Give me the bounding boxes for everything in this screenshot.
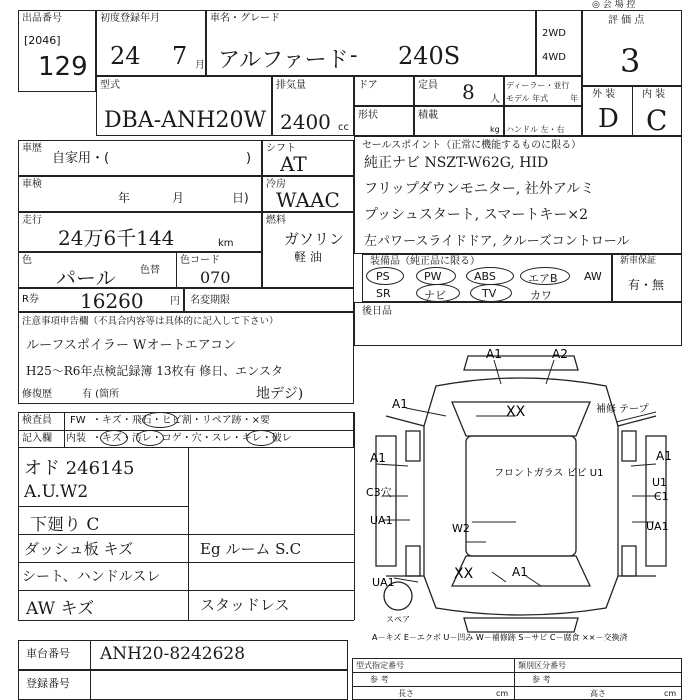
mark-a1-right-mid: A1 [656,449,672,463]
repair-label: 修復歴 [22,389,52,400]
mark-a1-side: A1 [392,397,408,411]
recycle-unit: 円 [170,296,180,307]
mark-a1-left-mid: A1 [370,451,386,465]
sales-points-label: セールスポイント（正常に機能するものに限る） [362,140,582,151]
wheel-rr [622,546,636,576]
circle-wear [246,430,276,446]
note-under: 下廻り C [30,515,100,535]
color-code-value: 070 [200,268,231,287]
score-value: 3 [620,42,641,80]
ac-value: WAAC [276,188,340,212]
disp-label: 排気量 [276,80,306,91]
color-value: パール [56,266,116,290]
circle-abs [466,267,514,285]
mark-xx-bottom: XX [454,566,474,582]
notes-label: 注意事項申告欄（不具合内容等は具体的に記入して下さい） [22,316,279,327]
mark-front-glass: フロントガラス ピビ U1 [494,468,604,479]
car-grade: 240S [398,42,461,70]
footer-r2b: 参 考 [532,675,551,684]
after-delivery-cell [354,302,682,346]
footer-unit-b: cm [664,689,677,698]
drive-cell [536,10,582,76]
mark-a1-bottom: A1 [512,565,528,579]
dealer-label: ディーラー・並行 [506,81,570,90]
circle-tv [470,284,512,302]
row2-text: ・キズ・汚レ・コゲ・穴・スレ・キレ・破レ [92,433,292,444]
mark-u1-right: U1 [652,476,668,489]
cap-value: 8 [462,80,475,104]
first-reg-label: 初度登録年月 [100,13,160,24]
mark-c1-right: C1 [654,490,669,503]
recycle-label: R券 [22,294,39,305]
mileage-value: 24万6千144 [58,226,175,250]
fuel-value: ガソリン [284,230,345,248]
repair-value: 有 (箇所 [82,389,120,400]
shift-value: AT [280,152,307,176]
door-label: ドア [358,80,378,91]
inspection-label: 車検 [22,179,42,190]
first-reg-month: 7 [172,42,188,70]
disp-value: 2400 [280,110,331,134]
new-car-value: 有・無 [628,278,665,292]
sales-line2: フリップダウンモニター, 社外アルミ [364,181,595,197]
footer-r3a: 長さ [398,689,414,698]
mileage-unit: km [218,238,234,249]
model-value: DBA-ANH20W [104,108,267,133]
opt-pw: PW [424,270,442,283]
lot-label: 出品番号 [22,13,62,24]
circle-navi [416,284,460,302]
color-change-label: 色替 [140,265,160,276]
row1-head: FW [70,415,86,426]
footer-r1a: 型式指定番号 [356,661,404,670]
opt-airbag: エアB [528,272,558,285]
brand-mark: ◎ 会 場 控 [592,0,636,10]
chassis-value: ANH20-8242628 [100,644,246,664]
notes-line2: H25〜R6年点検記録簿 13枚有 修日、エンスタ [26,364,283,378]
mark-a1-top: A1 [486,347,502,361]
chassis-label: 車台番号 [26,647,70,660]
fuel-diesel: 軽 油 [294,250,322,264]
circle-dirt [136,430,164,446]
note-engine: Eg ルーム S.C [200,540,302,558]
circle-scratch [100,430,128,446]
wheel-fl [406,431,420,461]
entry-label: 記入欄 [22,433,52,444]
drive-2wd: 2WD [542,28,566,39]
mark-ua1-left: UA1 [370,514,393,527]
insp-day: 日) [232,191,249,205]
ext-grade: D [598,104,619,134]
notes-line1: ルーフスポイラー Wオートエアコン [26,338,237,353]
new-car-label: 新車保証 [620,256,657,266]
ext-label: 外 装 [592,89,616,100]
inspection-cell [18,176,262,212]
shift-label: シフト [266,143,296,154]
footer-unit-a: cm [496,689,509,698]
opt-ps: PS [376,270,390,283]
mark-ua1-bottom-left: UA1 [372,576,395,589]
dash-mark: - [350,43,358,68]
circle-pw [416,267,456,285]
opt-abs: ABS [474,270,496,283]
side-lines [386,416,656,576]
mark-spare: スペア [386,615,410,624]
opt-tv: TV [482,287,497,300]
note-dash: ダッシュ板 キズ [24,540,134,558]
mileage-label: 走行 [22,215,42,226]
mark-w2: W2 [452,522,470,535]
footer-r3b: 高さ [590,689,606,698]
circle-airbag [520,267,570,285]
fuel-label: 燃料 [266,215,286,226]
lot-number: 129 [38,52,88,82]
note-aw: AW キズ [26,599,95,619]
lot-sub: [2046] [24,34,61,47]
reg-label: 登録番号 [26,677,70,690]
row2-head: 内装 [66,433,86,444]
history-close: ) [246,151,252,166]
car-diagram [356,346,686,646]
mark-ua1-right: UA1 [646,520,669,533]
note-studless: スタッドレス [200,596,290,614]
row1-text: ・キズ・飛石・ヒビ割・リペア跡・×要 [92,415,270,426]
disp-unit: cc [338,122,349,133]
equipment-label: 装備品（純正品に限る） [370,256,480,267]
mark-xx-roof: XX [506,404,526,420]
circle-chip [142,412,178,428]
recycle-value: 16260 [80,289,144,313]
rear-bumper [464,618,578,632]
insp-year: 年 [118,191,131,205]
model-year-label: モデル 年式 [506,94,549,103]
drive-4wd: 4WD [542,52,566,63]
ac-label: 冷房 [266,179,286,190]
first-reg-year: 24 [110,42,141,70]
color-label: 色 [22,255,32,266]
model-year-unit: 年 [570,94,578,103]
roof-outline [466,436,576,556]
note-odo: オド 246145 [24,458,135,479]
after-delivery-label: 後日品 [362,306,392,317]
owner-label: 名変期限 [190,295,230,306]
opt-leather: カワ [530,289,552,302]
circle-ps [366,267,404,285]
sales-line3: プッシュスタート, スマートキー×2 [364,207,588,223]
wheel-rl [406,546,420,576]
int-grade: C [646,104,668,137]
cap-label: 定員 [418,80,438,91]
mark-touchup: 補修 テープ [596,404,649,415]
note-seat: シート、ハンドルスレ [22,569,161,585]
inspector-label: 検査員 [22,415,52,426]
sales-line4: 左パワースライドドア, クルーズコントロール [364,234,630,249]
note-auw: A.U.W2 [24,482,89,502]
history-label: 車歴 [22,143,42,154]
history-value: 自家用・( [52,151,110,166]
int-label: 内 装 [642,89,666,100]
mark-a2-top: A2 [552,347,568,361]
load-unit: kg [490,125,500,134]
score-label: 評 価 点 [608,15,645,26]
diagram-legend: A－キズ E－エクボ U－凹み W－補修跡 S－サビ C－腐食 ××－交換済 [372,633,628,642]
opt-sr: SR [376,287,391,300]
wheel-fr [622,431,636,461]
footer-r1b: 類別区分番号 [518,661,566,670]
shape-label: 形状 [358,110,378,121]
insp-month: 月 [172,191,185,205]
handle-label: ハンドル 左・右 [506,125,565,134]
mark-c3: C3穴 [366,486,392,499]
cap-unit: 人 [490,94,500,105]
month-unit: 月 [195,60,205,71]
opt-aw: AW [584,270,602,283]
name-label: 車名・グレード [210,13,280,24]
sales-line1: 純正ナビ NSZT-W62G, HID [364,155,549,171]
repair-note: 地デジ) [256,386,304,402]
color-code-label: 色コード [180,255,220,266]
model-label: 型式 [100,80,120,91]
footer-r2a: 参 考 [370,675,389,684]
opt-navi: ナビ [424,289,446,302]
car-name: アルファード [218,48,349,73]
load-label: 積載 [418,110,438,121]
